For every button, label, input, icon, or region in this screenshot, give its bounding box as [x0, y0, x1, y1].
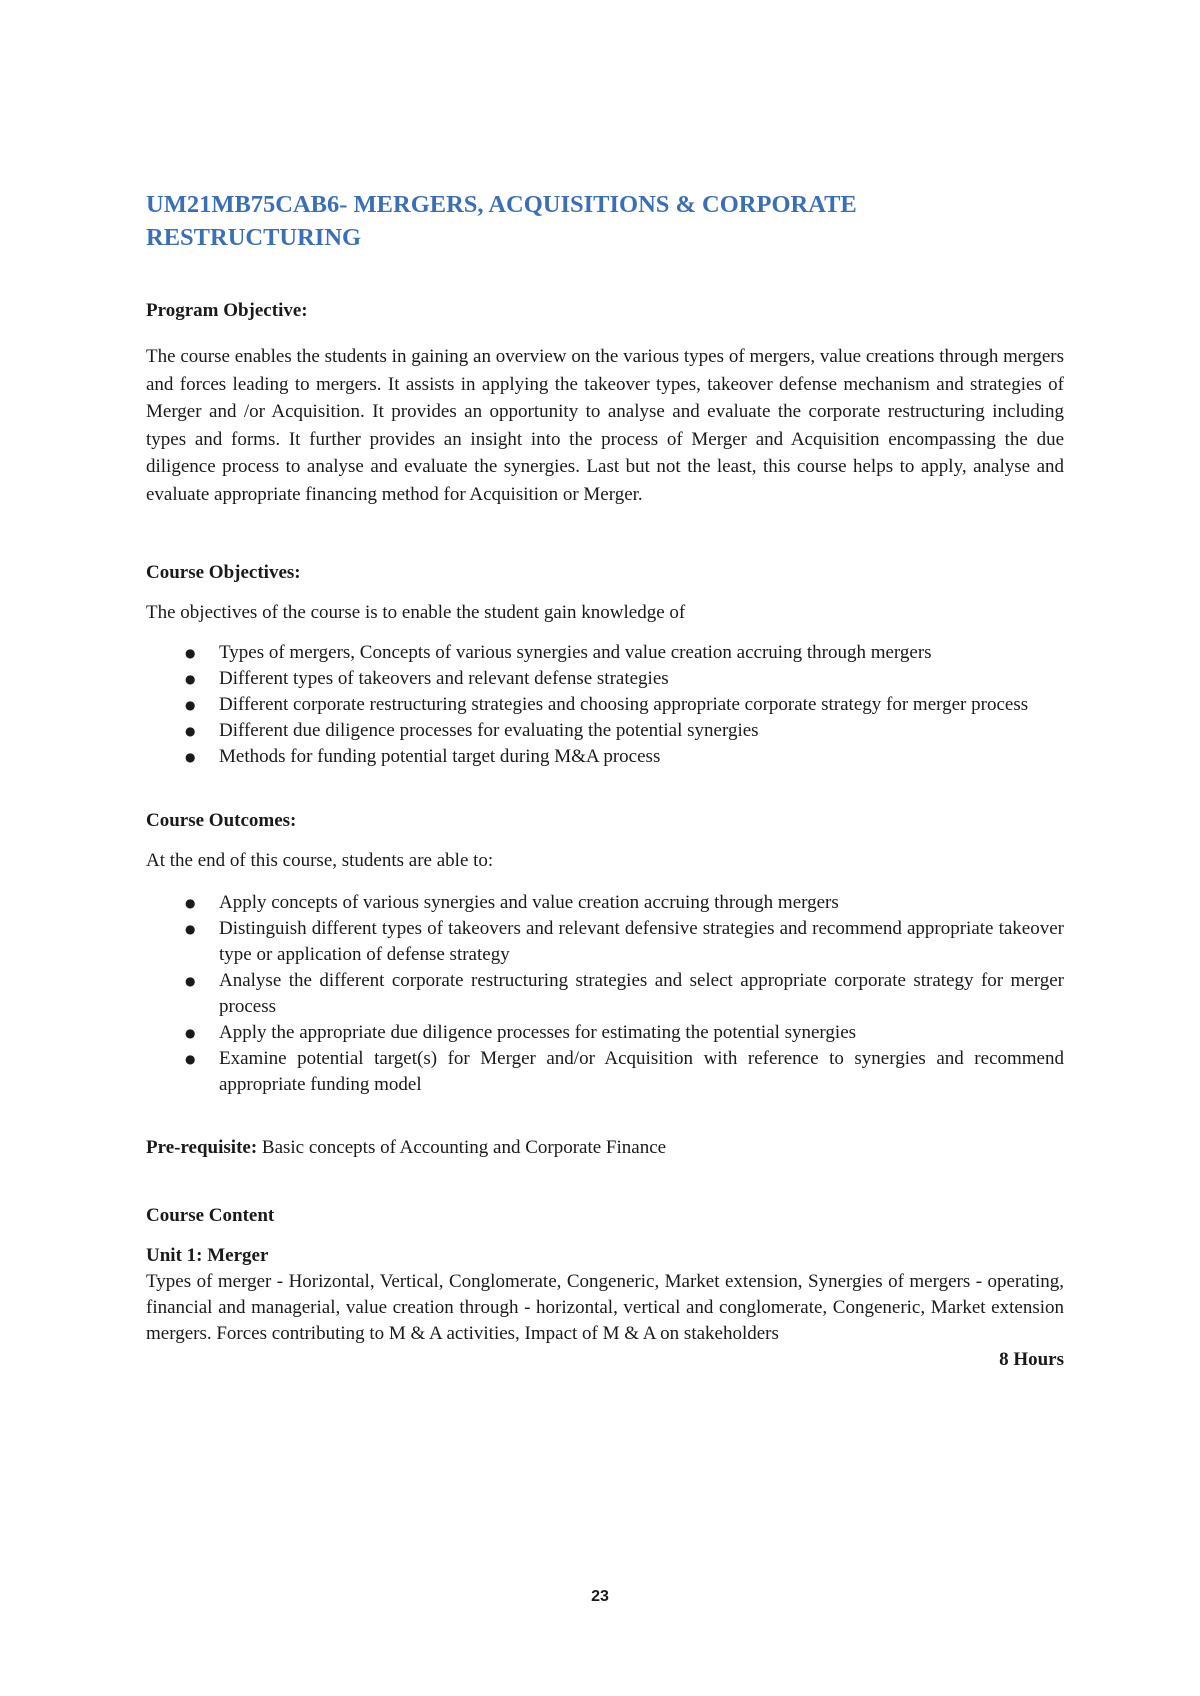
list-item — [146, 890, 1064, 916]
list-item-text: Methods for funding potential target during M&A process — [219, 746, 661, 767]
list-item — [146, 744, 1064, 770]
unit1-hours: 8 Hours — [999, 1349, 1064, 1370]
course-outcomes-intro: At the end of this course, students are able to: — [146, 850, 494, 871]
list-item-text: Examine potential target(s) for Merger and/or Acquisition with reference to synergies and recommend appropriate funding model — [219, 1048, 1064, 1095]
course-content-heading: Course Content — [146, 1205, 275, 1226]
list-item — [146, 640, 1064, 666]
list-item — [146, 1020, 1064, 1046]
prerequisite-text: Basic concepts of Accounting and Corporate Finance — [257, 1137, 667, 1158]
document-page — [146, 188, 1064, 1373]
bullet-icon: ● — [185, 922, 196, 936]
list-item-text: Different corporate restructuring strategies and choosing appropriate corporate strategy for merger process — [219, 694, 1029, 715]
course-outcomes-heading: Course Outcomes: — [146, 810, 297, 831]
list-item-text: Distinguish different types of takeovers and relevant defensive strategies and recommend appropriate takeover type or application of defense strategy — [219, 918, 1064, 965]
course-content-section — [146, 1203, 1064, 1373]
list-item-text: Types of mergers, Concepts of various synergies and value creation accruing through mergers — [219, 642, 932, 663]
unit1-text: Types of merger - Horizontal, Vertical, Conglomerate, Congeneric, Market extension, Synergies of mergers - operating, financial and managerial, value creation through - horizontal, vertical and conglomerate, Congeneric, Market extension mergers. Forces contributing to M & A activities, Impact of M & A on stakeholders — [146, 1271, 1064, 1344]
course-title: UM21MB75CAB6- MERGERS, ACQUISITIONS & CORPORATE RESTRUCTURING — [146, 191, 857, 251]
bullet-icon: ● — [185, 672, 196, 686]
program-objective-heading: Program Objective: — [146, 300, 308, 321]
program-objective-text: The course enables the students in gaining an overview on the various types of mergers, value creations through mergers and forces leading to mergers. It assists in applying the takeover types, takeover defense mechanism and strategies of Merger and /or Acquisition. It provides an opportunity to analyse and evaluate the corporate restructuring including types and forms. It further provides an insight into the process of Merger and Acquisition encompassing the due diligence process to analyse and evaluate the synergies. Last but not the least, this course helps to apply, analyse and evaluate appropriate financing method for Acquisition or Merger. — [146, 346, 1064, 505]
list-item — [146, 692, 1064, 718]
bullet-icon: ● — [185, 750, 196, 764]
list-item-text: Different due diligence processes for evaluating the potential synergies — [219, 720, 759, 741]
list-item — [146, 968, 1064, 1020]
list-item-text: Apply concepts of various synergies and value creation accruing through mergers — [219, 892, 839, 913]
bullet-icon: ● — [185, 698, 196, 712]
list-item-text: Apply the appropriate due diligence processes for estimating the potential synergies — [219, 1022, 857, 1043]
list-item — [146, 718, 1064, 744]
bullet-icon: ● — [185, 1026, 196, 1040]
course-objectives-list — [146, 640, 1064, 770]
prerequisite-label: Pre-requisite: — [146, 1137, 258, 1158]
course-outcomes-section — [146, 808, 1064, 1098]
bullet-icon: ● — [185, 646, 196, 660]
list-item — [146, 1046, 1064, 1098]
bullet-icon: ● — [185, 724, 196, 738]
list-item-text: Analyse the different corporate restructuring strategies and select appropriate corporate strategy for merger process — [219, 970, 1064, 1017]
bullet-icon: ● — [185, 1052, 196, 1066]
unit1-heading: Unit 1: Merger — [146, 1245, 269, 1266]
course-objectives-intro: The objectives of the course is to enable the student gain knowledge of — [146, 602, 686, 623]
bullet-icon: ● — [185, 974, 196, 988]
list-item — [146, 666, 1064, 692]
list-item — [146, 916, 1064, 968]
course-objectives-section — [146, 560, 1064, 770]
bullet-icon: ● — [185, 896, 196, 910]
course-objectives-heading: Course Objectives: — [146, 562, 301, 583]
list-item-text: Different types of takeovers and relevant defense strategies — [219, 668, 669, 689]
program-objective-section — [146, 298, 1064, 508]
course-outcomes-list — [146, 890, 1064, 1098]
prerequisite-line — [146, 1135, 1064, 1161]
page-number: 23 — [591, 1588, 609, 1605]
